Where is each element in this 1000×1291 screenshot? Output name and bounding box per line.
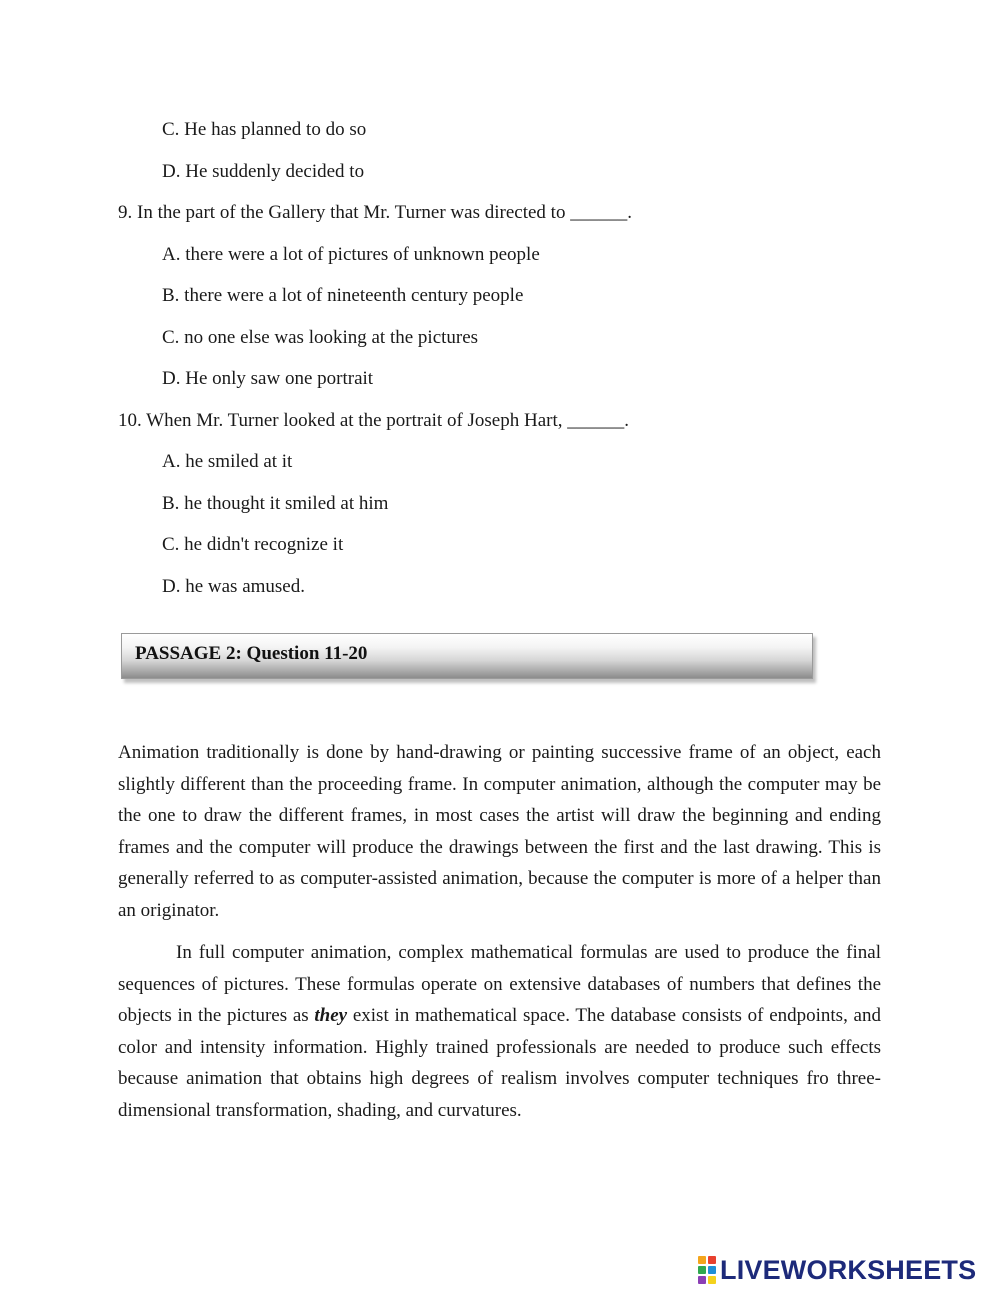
q8-option-c: C. He has planned to do so (162, 119, 367, 140)
logo-square-5 (698, 1276, 706, 1284)
liveworksheets-logo-text: LIVEWORKSHEETS (720, 1254, 977, 1285)
q9-option-d: D. He only saw one portrait (162, 368, 374, 389)
q10-option-c: C. he didn't recognize it (162, 534, 344, 555)
q10-option-d: D. he was amused. (162, 576, 305, 597)
logo-square-3 (698, 1266, 706, 1274)
paragraph-2-text-before: In full computer animation, complex mathematical formulas are used to produce the final sequences of pictures. These formulas operate on extensive databases of numbers that defines the objects in the pictures as (118, 942, 881, 1027)
passage-header-title: PASSAGE 2: Question 11-20 (135, 643, 368, 664)
liveworksheets-logo-icon (698, 1256, 716, 1284)
q9-stem: 9. In the part of the Gallery that Mr. Turner was directed to ______. (118, 202, 632, 223)
emphasized-word-they: they (314, 1005, 348, 1027)
q10-option-b: B. he thought it smiled at him (162, 493, 389, 514)
q8-option-d: D. He suddenly decided to (162, 161, 365, 182)
passage-header-bar (121, 633, 813, 679)
logo-square-2 (708, 1256, 716, 1264)
logo-square-1 (698, 1256, 706, 1264)
q10-stem: 10. When Mr. Turner looked at the portrait of Joseph Hart, ______. (118, 410, 629, 431)
logo-square-4 (708, 1266, 716, 1274)
q9-option-a: A. there were a lot of pictures of unknown people (162, 244, 540, 265)
passage-paragraph-2 (118, 937, 881, 1127)
q10-option-a: A. he smiled at it (162, 451, 293, 472)
logo-square-6 (708, 1276, 716, 1284)
q9-option-b: B. there were a lot of nineteenth century people (162, 285, 524, 306)
passage-paragraph-1: Animation traditionally is done by hand-drawing or painting successive frame of an object, each slightly different than the proceeding frame. In computer animation, although the computer may be the one to draw the different frames, in most cases the artist will draw the beginning and ending frames and the computer will produce the drawings between the first and the last drawing. This is generally referred to as computer-assisted animation, because the computer is more of a helper than an originator. (118, 742, 881, 921)
q9-option-c: C. no one else was looking at the pictures (162, 327, 479, 348)
paragraph-2-text-after: exist in mathematical space. The database consists of endpoints, and color and intensity information. Highly trained professionals are needed to produce such effects because animation that obtains high degrees of realism involves computer techniques fro three-dimensional transformation, shading, and curvatures. (118, 1005, 881, 1121)
liveworksheets-logo (698, 1253, 976, 1287)
